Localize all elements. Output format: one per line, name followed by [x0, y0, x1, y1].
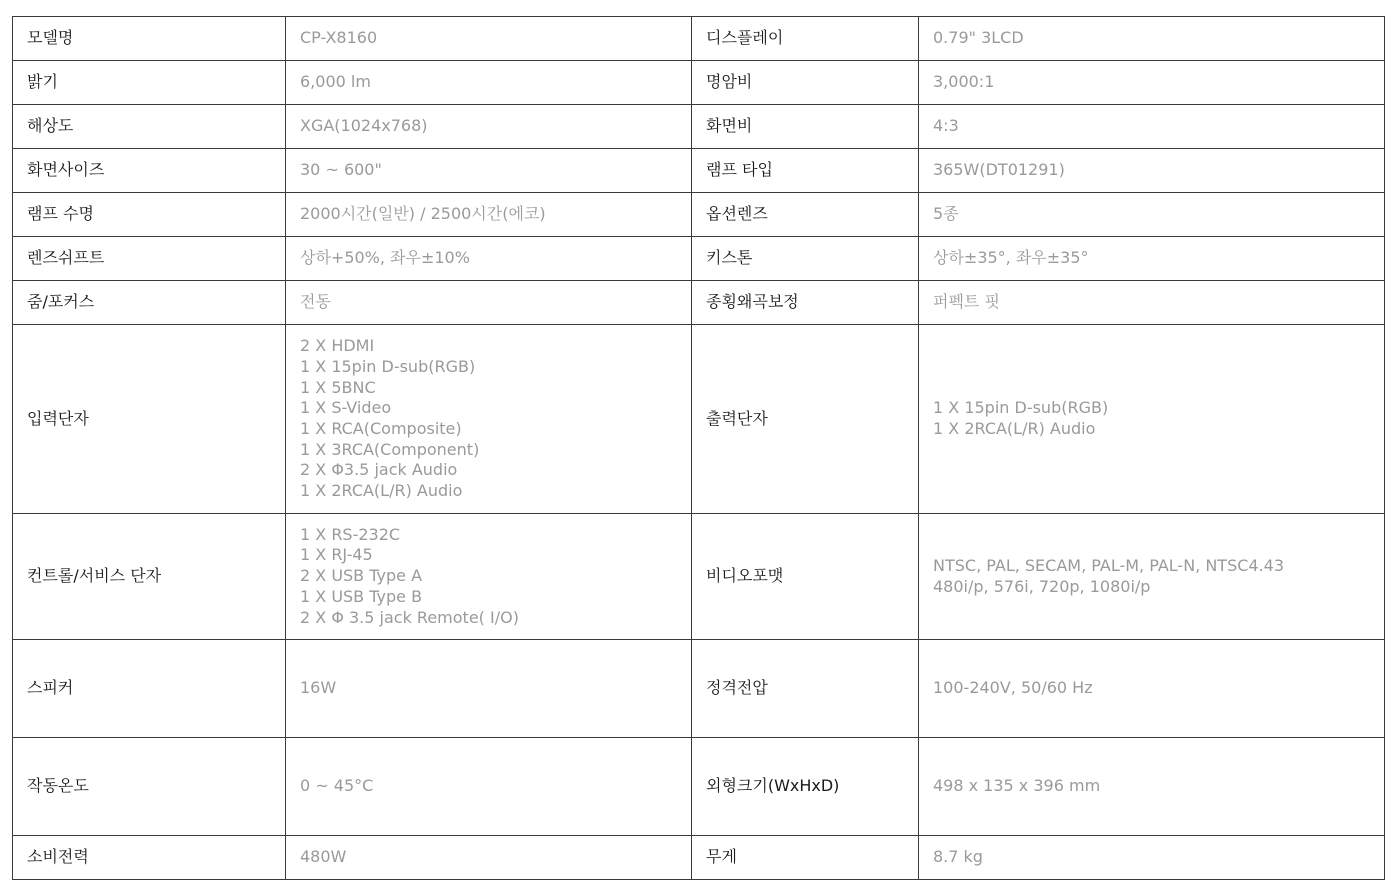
- spec-value: 상하+50%, 좌우±10%: [286, 237, 692, 281]
- spec-label: 명암비: [692, 61, 919, 105]
- spec-value: 5종: [919, 193, 1385, 237]
- spec-label: 렌즈쉬프트: [13, 237, 286, 281]
- spec-label: 화면비: [692, 105, 919, 149]
- spec-value: 퍼펙트 핏: [919, 281, 1385, 325]
- spec-value: XGA(1024x768): [286, 105, 692, 149]
- table-row: [13, 193, 1385, 237]
- spec-value: 8.7 kg: [919, 836, 1385, 880]
- spec-label: 입력단자: [13, 325, 286, 514]
- spec-value: 100-240V, 50/60 Hz: [919, 640, 1385, 738]
- spec-label: 옵션렌즈: [692, 193, 919, 237]
- table-row: [13, 105, 1385, 149]
- spec-label: 키스톤: [692, 237, 919, 281]
- table-row: [13, 149, 1385, 193]
- table-row: [13, 61, 1385, 105]
- spec-table: [12, 16, 1385, 880]
- table-row: [13, 325, 1385, 514]
- table-row: [13, 237, 1385, 281]
- spec-label: 소비전력: [13, 836, 286, 880]
- spec-value: 1 X 15pin D-sub(RGB) 1 X 2RCA(L/R) Audio: [919, 325, 1385, 514]
- table-row: [13, 514, 1385, 640]
- spec-value: 0.79" 3LCD: [919, 17, 1385, 61]
- spec-label: 밝기: [13, 61, 286, 105]
- spec-label: 디스플레이: [692, 17, 919, 61]
- table-row: [13, 738, 1385, 836]
- spec-value: 16W: [286, 640, 692, 738]
- spec-label: 스피커: [13, 640, 286, 738]
- spec-value: 2 X HDMI 1 X 15pin D-sub(RGB) 1 X 5BNC 1 X S-Video 1 X RCA(Composite) 1 X 3RCA(Component) 2 X Φ3.5 jack Audio 1 X 2RCA(L/R) Audio: [286, 325, 692, 514]
- spec-value: 6,000 lm: [286, 61, 692, 105]
- table-row: [13, 836, 1385, 880]
- spec-value: 3,000:1: [919, 61, 1385, 105]
- spec-label: 화면사이즈: [13, 149, 286, 193]
- spec-value: 상하±35°, 좌우±35°: [919, 237, 1385, 281]
- spec-label: 줌/포커스: [13, 281, 286, 325]
- spec-label: 비디오포맷: [692, 514, 919, 640]
- spec-value: 1 X RS-232C 1 X RJ-45 2 X USB Type A 1 X USB Type B 2 X Φ 3.5 jack Remote( I/O): [286, 514, 692, 640]
- table-row: [13, 17, 1385, 61]
- spec-value: 30 ~ 600": [286, 149, 692, 193]
- spec-value: 0 ~ 45°C: [286, 738, 692, 836]
- table-row: [13, 281, 1385, 325]
- spec-value: 365W(DT01291): [919, 149, 1385, 193]
- table-row: [13, 640, 1385, 738]
- spec-value: 2000시간(일반) / 2500시간(에코): [286, 193, 692, 237]
- spec-label: 정격전압: [692, 640, 919, 738]
- spec-label: 무게: [692, 836, 919, 880]
- spec-value: 498 x 135 x 396 mm: [919, 738, 1385, 836]
- spec-label: 램프 타입: [692, 149, 919, 193]
- spec-label: 램프 수명: [13, 193, 286, 237]
- spec-value: 480W: [286, 836, 692, 880]
- spec-value: 전동: [286, 281, 692, 325]
- spec-label: 해상도: [13, 105, 286, 149]
- spec-value: NTSC, PAL, SECAM, PAL-M, PAL-N, NTSC4.43 480i/p, 576i, 720p, 1080i/p: [919, 514, 1385, 640]
- spec-label: 종횡왜곡보정: [692, 281, 919, 325]
- spec-value: CP-X8160: [286, 17, 692, 61]
- spec-table-body: [13, 17, 1385, 880]
- spec-label: 작동온도: [13, 738, 286, 836]
- spec-label: 출력단자: [692, 325, 919, 514]
- spec-label: 모델명: [13, 17, 286, 61]
- spec-label: 외형크기(WxHxD): [692, 738, 919, 836]
- spec-label: 컨트롤/서비스 단자: [13, 514, 286, 640]
- spec-value: 4:3: [919, 105, 1385, 149]
